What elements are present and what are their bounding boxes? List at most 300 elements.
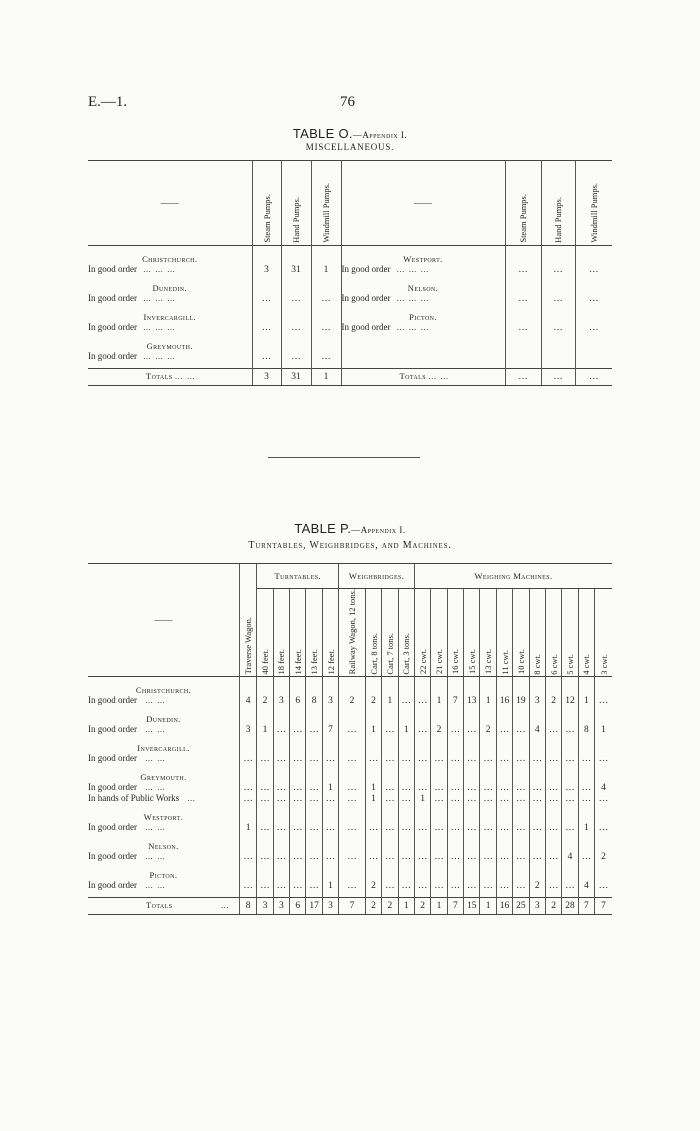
city-row (88, 833, 612, 851)
cell: … (322, 822, 338, 833)
cell (447, 833, 463, 851)
cell: … (414, 695, 430, 706)
cell (595, 677, 612, 696)
cell (414, 833, 430, 851)
cell: 3 (257, 897, 273, 914)
cell: … (447, 851, 463, 862)
cell: … (562, 782, 578, 793)
cell (273, 764, 289, 782)
cell: … (257, 782, 273, 793)
cell: … (239, 793, 256, 804)
cell: … (595, 753, 612, 764)
city-name (341, 333, 505, 351)
column-header-cell (447, 589, 463, 677)
cell: 7 (447, 695, 463, 706)
table-o-title: TABLE O. (292, 126, 353, 141)
table-row (88, 880, 612, 891)
cell (513, 804, 529, 822)
cell (529, 862, 545, 880)
cell (431, 677, 447, 696)
cell (431, 706, 447, 724)
cell: … (447, 793, 463, 804)
cell: … (382, 851, 398, 862)
cell (252, 246, 281, 265)
city-row (88, 677, 612, 696)
cell: 31 (281, 368, 311, 385)
cell: … (496, 753, 512, 764)
cell: 6 (290, 695, 306, 706)
cell: … (431, 851, 447, 862)
cell: … (575, 368, 612, 385)
cell: … (382, 880, 398, 891)
cell (365, 706, 381, 724)
cell (505, 351, 541, 362)
cell (480, 735, 496, 753)
cell: 1 (480, 695, 496, 706)
cell: … (505, 293, 541, 304)
leader-dots: … … … (143, 352, 176, 361)
cell: … (414, 822, 430, 833)
cell (431, 764, 447, 782)
cell: … (398, 880, 414, 891)
cell: … (480, 782, 496, 793)
cell: … (496, 793, 512, 804)
cell: … (398, 695, 414, 706)
row-label (88, 880, 239, 891)
cell: 2 (365, 880, 381, 891)
leader-dots: … … (145, 725, 166, 735)
row-label (341, 293, 505, 304)
cell: … (529, 851, 545, 862)
cell (306, 804, 322, 822)
column-header: Steam Pumps. (261, 194, 272, 243)
column-header: 21 cwt. (434, 649, 445, 675)
cell (239, 677, 256, 696)
cell (541, 275, 575, 293)
cell (382, 833, 398, 851)
cell (562, 735, 578, 753)
cell (290, 833, 306, 851)
cell (290, 735, 306, 753)
cell: … (562, 880, 578, 891)
city-row (88, 333, 612, 351)
column-header: 12 feet. (325, 648, 336, 675)
cell: … (252, 293, 281, 304)
cell (578, 735, 594, 753)
cell: … (541, 368, 575, 385)
cell: … (398, 851, 414, 862)
city-name: Christchurch. (142, 254, 198, 264)
cell (496, 677, 512, 696)
cell: 2 (545, 897, 561, 914)
column-header-cell (545, 589, 561, 677)
cell: … (322, 793, 338, 804)
cell: 4 (529, 724, 545, 735)
cell: … (464, 782, 480, 793)
cell (311, 275, 341, 293)
column-header: 4 cwt. (581, 653, 592, 675)
table-o (88, 160, 612, 386)
cell (578, 804, 594, 822)
cell: … (496, 851, 512, 862)
cell: … (290, 793, 306, 804)
cell (505, 275, 541, 293)
cell: … (562, 753, 578, 764)
cell: … (496, 724, 512, 735)
table-o-totals-row (88, 368, 612, 385)
cell (496, 706, 512, 724)
cell: 1 (398, 724, 414, 735)
leader-dots: … … … (396, 265, 430, 274)
cell: … (541, 322, 575, 333)
cell: … (414, 851, 430, 862)
cell: … (496, 880, 512, 891)
row-label (88, 695, 239, 706)
cell: 3 (322, 897, 338, 914)
label-text: In good order (88, 782, 137, 793)
cell (431, 862, 447, 880)
leader-dots: … … (145, 783, 166, 793)
cell: … (322, 753, 338, 764)
cell: 3 (273, 695, 289, 706)
city-name: Dunedin. (152, 283, 187, 293)
cell: 3 (529, 897, 545, 914)
city-name: Westport. (143, 812, 184, 823)
cell: 8 (578, 724, 594, 735)
cell: … (252, 322, 281, 333)
column-header-cell (290, 589, 306, 677)
document-reference: E.—1. (88, 94, 128, 110)
cell (252, 304, 281, 322)
cell (290, 804, 306, 822)
cell (505, 246, 541, 265)
cell: … (414, 782, 430, 793)
cell (575, 275, 612, 293)
cell (562, 862, 578, 880)
column-header: 40 feet. (260, 648, 271, 675)
cell (257, 833, 273, 851)
cell: 2 (365, 897, 381, 914)
cell (545, 677, 561, 696)
cell: … (562, 724, 578, 735)
cell: … (290, 822, 306, 833)
cell: … (382, 753, 398, 764)
city-name: Christchurch. (135, 685, 192, 696)
cell (398, 862, 414, 880)
column-header: 5 cwt. (565, 653, 576, 675)
table-row (88, 293, 612, 304)
cell: … (575, 293, 612, 304)
cell (322, 833, 338, 851)
label-text: In good order (88, 822, 137, 833)
cell (382, 862, 398, 880)
cell: … (414, 880, 430, 891)
cell (480, 677, 496, 696)
cell: … (480, 880, 496, 891)
city-name: Invercargill. (143, 312, 196, 322)
cell (306, 706, 322, 724)
cell (513, 677, 529, 696)
table-row (88, 264, 612, 275)
cell: … (273, 782, 289, 793)
cell: … (545, 880, 561, 891)
cell: 4 (562, 851, 578, 862)
cell: … (595, 695, 612, 706)
column-header-cell (398, 589, 414, 677)
cell (414, 735, 430, 753)
cell (545, 862, 561, 880)
cell: … (239, 753, 256, 764)
cell: 4 (595, 782, 612, 793)
table-p-totals-row (88, 897, 612, 914)
cell (464, 833, 480, 851)
cell: … (464, 880, 480, 891)
cell: … (306, 880, 322, 891)
cell: … (595, 822, 612, 833)
cell (505, 333, 541, 351)
column-header: 11 cwt. (499, 649, 510, 675)
cell (447, 804, 463, 822)
cell (464, 677, 480, 696)
cell (322, 862, 338, 880)
cell (496, 735, 512, 753)
cell (311, 304, 341, 322)
column-header-cell (306, 589, 322, 677)
cell: 2 (529, 880, 545, 891)
column-header-cell (496, 589, 512, 677)
cell: … (281, 293, 311, 304)
cell (447, 764, 463, 782)
cell (306, 862, 322, 880)
cell (306, 677, 322, 696)
cell: … (290, 851, 306, 862)
cell (529, 677, 545, 696)
cell (414, 862, 430, 880)
cell (447, 706, 463, 724)
cell (595, 833, 612, 851)
leader-dots: … … (174, 372, 196, 381)
cell: … (339, 782, 366, 793)
cell (529, 735, 545, 753)
cell: 1 (365, 724, 381, 735)
cell (480, 706, 496, 724)
cell: … (365, 753, 381, 764)
cell: … (562, 793, 578, 804)
cell (496, 804, 512, 822)
table-row (88, 782, 612, 793)
cell (306, 833, 322, 851)
cell: … (505, 368, 541, 385)
cell (273, 804, 289, 822)
cell: … (529, 782, 545, 793)
cell: 6 (290, 897, 306, 914)
label-text: In good order (88, 264, 137, 274)
cell: … (595, 880, 612, 891)
cell (398, 677, 414, 696)
table-p-subtitle: Turntables, Weighbridges, and Machines. (248, 540, 452, 551)
cell (398, 706, 414, 724)
cell: … (311, 351, 341, 362)
totals-label: Totals (399, 371, 426, 381)
cell: 16 (496, 897, 512, 914)
cell (281, 333, 311, 351)
label-text: In good order (341, 322, 391, 332)
city-name: Nelson. (341, 275, 505, 293)
city-row (88, 764, 612, 782)
column-header-cell (273, 589, 289, 677)
cell (578, 677, 594, 696)
column-header: 13 cwt. (483, 649, 494, 675)
cell: … (513, 851, 529, 862)
cell: 1 (382, 695, 398, 706)
label-text: In good order (88, 351, 137, 361)
cell: 1 (311, 368, 341, 385)
cell: 1 (239, 822, 256, 833)
table-p-caption (0, 520, 700, 538)
page-number: 76 (340, 94, 355, 110)
cell (273, 833, 289, 851)
cell (529, 764, 545, 782)
cell (322, 804, 338, 822)
column-header: 10 cwt. (515, 649, 526, 675)
leader-dots: … … (145, 696, 166, 706)
cell (273, 706, 289, 724)
cell: 4 (578, 880, 594, 891)
city-name: Greymouth. (146, 341, 193, 351)
cell (541, 304, 575, 322)
cell: 3 (529, 695, 545, 706)
cell: … (398, 782, 414, 793)
cell: … (257, 880, 273, 891)
cell: … (398, 822, 414, 833)
cell: 7 (322, 724, 338, 735)
cell (339, 677, 366, 696)
cell (252, 275, 281, 293)
cell: … (480, 753, 496, 764)
cell (480, 862, 496, 880)
column-header-cell (513, 589, 529, 677)
city-row (88, 304, 612, 322)
cell: … (257, 793, 273, 804)
column-header: 14 feet. (292, 648, 303, 675)
cell: … (290, 880, 306, 891)
cell: … (447, 880, 463, 891)
cell (365, 735, 381, 753)
cell (464, 764, 480, 782)
row-label (341, 322, 505, 333)
cell (322, 706, 338, 724)
cell (398, 735, 414, 753)
cell: 3 (273, 897, 289, 914)
cell: … (311, 322, 341, 333)
cell: … (273, 753, 289, 764)
row-label (341, 351, 505, 362)
column-header: Cart, 8 tons. (368, 632, 379, 675)
cell (545, 706, 561, 724)
cell (578, 764, 594, 782)
cell: 1 (365, 793, 381, 804)
cell (281, 304, 311, 322)
cell (496, 764, 512, 782)
cell (545, 804, 561, 822)
totals-label: Totals (146, 371, 173, 381)
table-p-group-header-row (88, 564, 612, 589)
column-header: Windmill Pumps. (588, 183, 599, 243)
cell (339, 706, 366, 724)
cell (365, 677, 381, 696)
label-text: In hands of Public Works (88, 793, 180, 804)
table-o-appendix: —Appendix I. (352, 130, 408, 140)
cell: … (339, 753, 366, 764)
column-header-cell (382, 589, 398, 677)
cell (513, 833, 529, 851)
cell: … (382, 822, 398, 833)
cell (431, 804, 447, 822)
cell (398, 804, 414, 822)
column-header: Railway Wagon, 12 tons. (347, 589, 358, 675)
cell (505, 304, 541, 322)
cell: … (513, 793, 529, 804)
cell (541, 333, 575, 351)
city-row (88, 735, 612, 753)
cell (339, 764, 366, 782)
cell (239, 735, 256, 753)
leader-dots: … … (428, 372, 450, 381)
table-row (88, 724, 612, 735)
cell: 17 (306, 897, 322, 914)
cell (322, 764, 338, 782)
cell (464, 862, 480, 880)
row-label (88, 822, 239, 833)
group-weighbridges: Weighbridges. (339, 564, 415, 589)
cell: … (252, 351, 281, 362)
cell: … (464, 724, 480, 735)
cell: 2 (414, 897, 430, 914)
column-header-cell (578, 589, 594, 677)
leader-dots: … … (145, 852, 166, 862)
column-header-cell (414, 589, 430, 677)
cell: … (257, 851, 273, 862)
cell: … (306, 782, 322, 793)
cell (365, 833, 381, 851)
table-o-header-row (88, 161, 612, 246)
section-divider (268, 457, 420, 458)
cell: … (541, 293, 575, 304)
cell (239, 833, 256, 851)
cell (541, 351, 575, 362)
cell: … (447, 822, 463, 833)
cell (562, 677, 578, 696)
column-header: Windmill Pumps. (321, 183, 331, 243)
cell (513, 862, 529, 880)
cell: 15 (464, 897, 480, 914)
cell: … (431, 753, 447, 764)
cell (239, 862, 256, 880)
cell: … (306, 753, 322, 764)
cell: … (464, 822, 480, 833)
cell (480, 764, 496, 782)
cell: 1 (322, 880, 338, 891)
city-name: Picton. (149, 870, 178, 881)
leader-dots: … … (145, 754, 166, 764)
cell (595, 735, 612, 753)
cell (578, 706, 594, 724)
cell: … (382, 782, 398, 793)
cell: … (339, 822, 366, 833)
cell (257, 862, 273, 880)
cell (290, 677, 306, 696)
cell: … (382, 724, 398, 735)
